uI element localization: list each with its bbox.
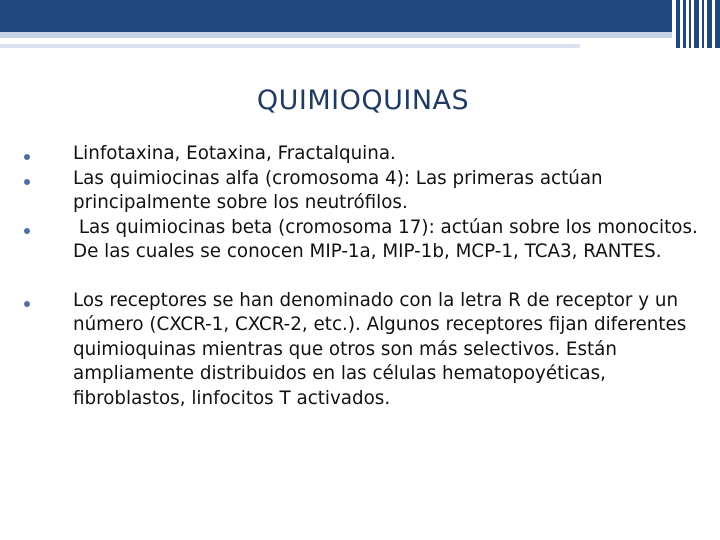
- header-stripe: [707, 0, 712, 48]
- bullet-list: [20, 142, 710, 411]
- header-accent-line: [0, 44, 580, 48]
- bullet-item: [20, 142, 710, 167]
- bullet-dot-icon: [24, 154, 30, 160]
- bullet-text: Las quimiocinas alfa (cromosoma 4): Las primeras actúan principalmente sobre los neutrófilos.: [73, 167, 603, 213]
- header-stripe: [676, 0, 680, 48]
- bullet-item: [20, 167, 710, 216]
- bullet-item: [20, 216, 710, 265]
- header-stripe: [694, 0, 699, 48]
- header-stripe: [715, 0, 720, 48]
- header-bar: [0, 0, 720, 48]
- header-stripe: [683, 0, 686, 48]
- header-stripe: [702, 0, 704, 48]
- slide-title: QUIMIOQUINAS: [256, 85, 470, 116]
- header-stripe: [689, 0, 691, 48]
- bullet-text: Linfotaxina, Eotaxina, Fractalquina.: [73, 143, 396, 164]
- bullet-dot-icon: [24, 301, 30, 307]
- bullet-text: Los receptores se han denominado con la letra R de receptor y un número (CXCR-1, CXCR-2, etc.). Algunos receptores fijan diferentes quimioquinas mientras que otros son más selectivos. Están ampliamente distribuidos en las células hematopoyéticas, fibroblastos, linfocitos T activados.: [73, 289, 687, 409]
- bullet-text: Las quimiocinas beta (cromosoma 17): actúan sobre los monocitos. De las cuales se conocen MIP-1a, MIP-1b, MCP-1, TCA3, RANTES.: [73, 216, 704, 262]
- header-underline: [0, 32, 672, 38]
- bullet-item: [20, 289, 710, 412]
- bullet-dot-icon: [24, 179, 30, 185]
- bullet-dot-icon: [24, 228, 30, 234]
- header-band: [0, 0, 672, 32]
